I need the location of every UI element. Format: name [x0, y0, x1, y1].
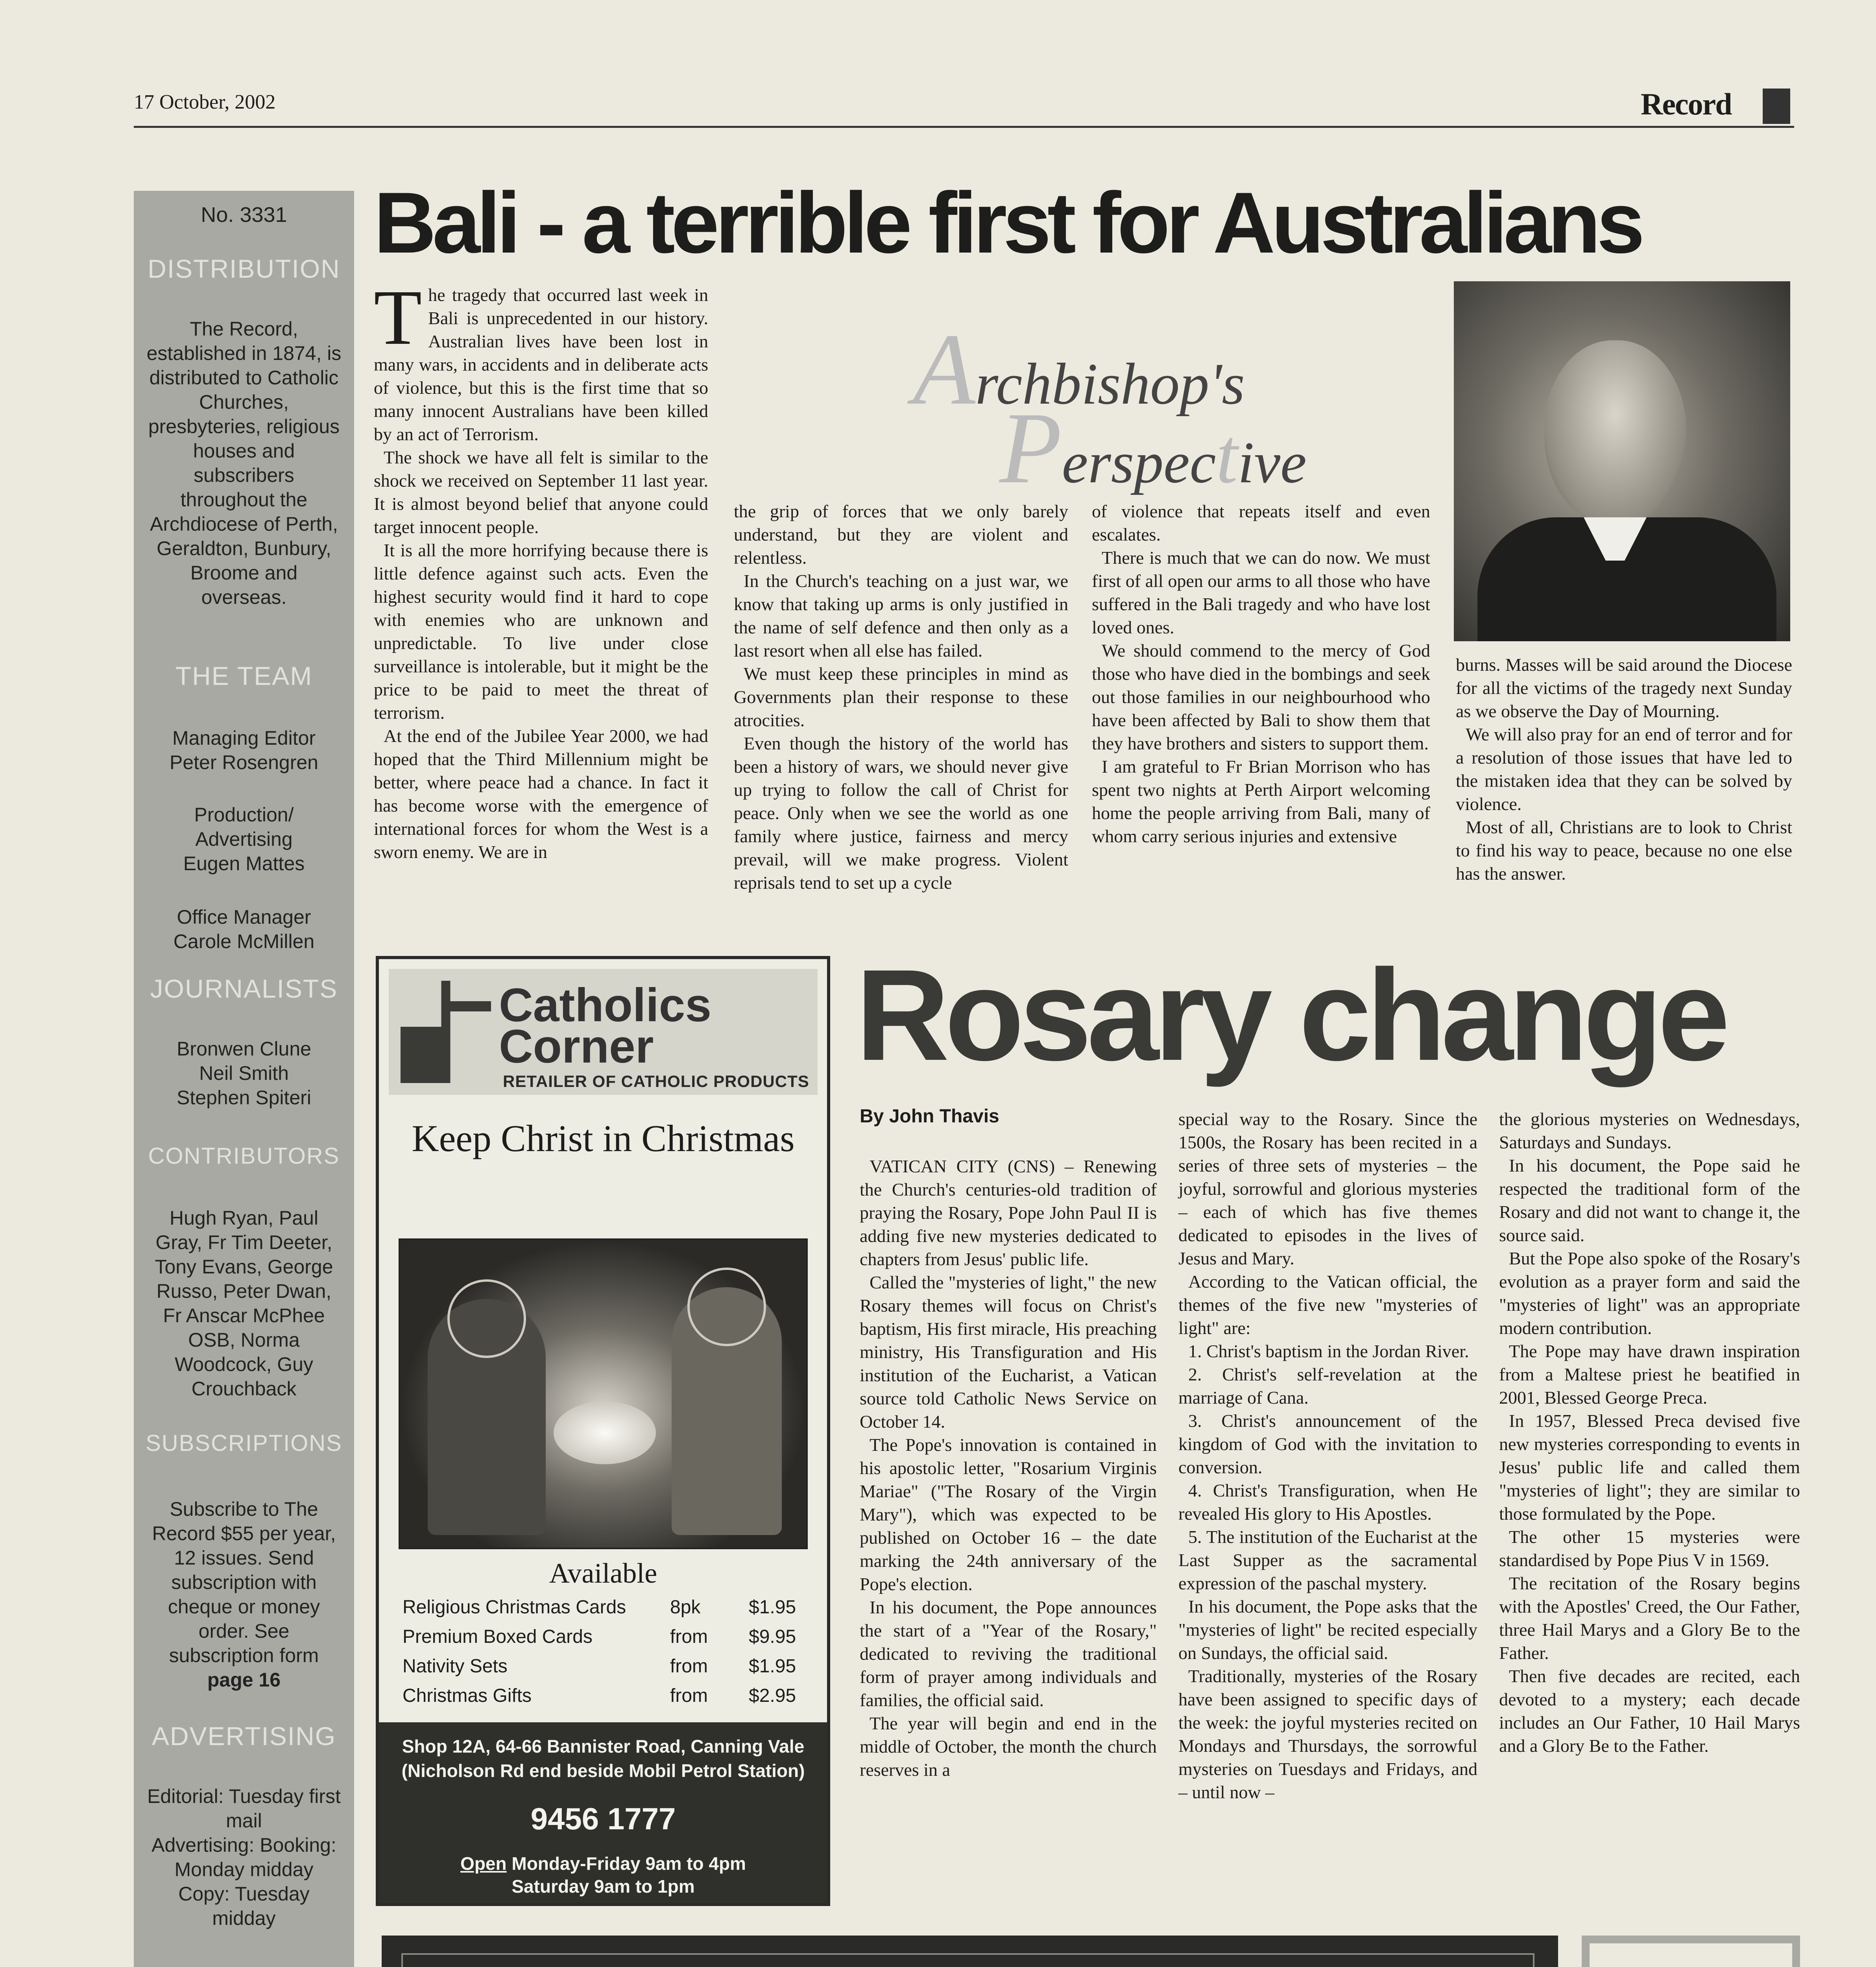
catholics-corner-ad	[376, 956, 830, 1906]
store-address: Shop 12A, 64-66 Bannister Road, Canning Vale (Nicholson Rd end beside Mobil Petrol Station)	[401, 1736, 805, 1781]
nativity-image	[399, 1238, 808, 1549]
slogan: Keep Christ in Christmas	[412, 1117, 795, 1159]
header-rule	[134, 126, 1794, 128]
team-office-manager: Office Manager Carole McMillen	[173, 906, 315, 952]
drop-cap: T	[374, 274, 422, 361]
advertising-heading: ADVERTISING	[151, 1722, 336, 1751]
distribution-text: The Record, established in 1874, is distributed to Catholic Churches, presbyteries, religious houses and subscribers throughout the Archdiocese of Perth, Geraldton, Bunbury, Broome and overseas.	[146, 318, 342, 608]
rosary-headline: Rosary change	[856, 942, 1725, 1087]
store-phone: 9456 1777	[530, 1801, 676, 1836]
price-row: Nativity Sets from $1.95	[403, 1656, 796, 1677]
contributors-list: Hugh Ryan, Paul Gray, Fr Tim Deeter, Tony Evans, George Russo, Peter Dwan, Fr Anscar McPhee OSB, Norma Woodcock, Guy Crouchback	[155, 1207, 333, 1400]
subscriptions-page-ref: page 16	[207, 1669, 281, 1691]
available-label: Available	[549, 1557, 657, 1589]
bali-column-4: burns. Masses will be said around the Diocese for all the victims of the tragedy next Sunday as we observe the Day of Mourning. We will also pray for an end of terror and for a resolution of those issues that have led to the mistaken idea that they can be solved by violence. Most of all, Christians are to look to Christ to find his way to peace, because no one else has the answer.	[1456, 655, 1792, 884]
sidebar	[134, 191, 354, 1967]
journalists-heading: JOURNALISTS	[150, 974, 338, 1003]
store-info	[379, 1722, 827, 1903]
subscriptions-text: Subscribe to The Record $55 per year, 12 issues. Send subscription with cheque or money order. See subscription form page 16	[152, 1498, 336, 1691]
subscriptions-heading: SUBSCRIPTIONS	[146, 1430, 342, 1456]
archbishop-photo	[1454, 281, 1790, 641]
masthead-block	[1763, 89, 1790, 124]
team-managing-editor: Managing Editor Peter Rosengren	[169, 727, 318, 773]
contributors-heading: CONTRIBUTORS	[148, 1143, 340, 1169]
rosary-column-1: VATICAN CITY (CNS) – Renewing the Church's centuries-old tradition of praying the Rosary, Pope John Paul II is adding five new mysteries dedicated to chapters from Jesus' public life. Called the "mysteries of light," the new Rosary themes will focus on Christ's baptism, His first miracle, His preaching ministry, His Transfiguration and His institution of the Eucharist, a Vatican source told Catholic News Service on October 14. The Pope's innovation is contained in his apostolic letter, "Rosarium Virginis Mariae" ("The Rosary of the Virgin Mary"), which was expected to be published on October 16 – the date marking the 24th anniversary of the Pope's election. In his document, the Pope announces the start of a "Year of the Rosary," dedicated to reviving the traditional form of prayer among individuals and families, the official said. The year will begin and end in the middle of October, the month the church reserves in a	[860, 1156, 1157, 1780]
cross-icon	[401, 981, 491, 1083]
journalists-list: Bronwen Clune Neil Smith Stephen Spiteri	[177, 1038, 311, 1109]
bali-column-1: The tragedy that occurred last week in Bali is unprecedented in our history. Australian lives have been lost in many wars, in accidents and in deliberate acts of violence, but this is the first time that so many innocent Australians have been killed by an act of Terrorism. The shock we have all felt is similar to the shock we received on September 11 last year. It is almost beyond belief that anyone could target innocent people. It is all the more horrifying because there is little defence against such acts. Even the highest security would find it hard to cope with enemies who are unknown and unpredictable. To live under close surveillance is intolerable, but it might be the price to be paid to meet the threat of terrorism. At the end of the Jubilee Year 2000, we had hoped that the Third Millennium might be better, where peace had a chance. In fact it has become worse with the emergence of international forces for whom the West is a sworn enemy. We are in	[374, 274, 708, 862]
team-production: Production/ Advertising Eugen Mattes	[183, 804, 305, 875]
issue-number: No. 3331	[201, 203, 287, 227]
bali-column-3: of violence that repeats itself and even escalates. There is much that we can do now. We must first of all open our arms to all those who have suffered in the Bali tragedy and who have lost loved ones. We should commend to the mercy of God those who have died in the bombings and seek out those families in our neighbourhood who have been affected by Bali to show them that they have brothers and sisters to support them. I am grateful to Fr Brian Morrison who has spent two nights at Perth Airport welcoming home the people arriving from Bali, many of whom carry serious injuries and extensive	[1092, 501, 1430, 846]
rosary-column-3: the glorious mysteries on Wednesdays, Saturdays and Sundays. In his document, the Pope said he respected the traditional form of the Rosary and did not want to change it, the source said. But the Pope also spoke of the Rosary's evolution as a prayer form and said the "mysteries of light" was an appropriate modern contribution. The Pope may have drawn inspiration from a Maltese priest he beatified in 2001, Blessed George Preca. In 1957, Blessed Preca devised five new mysteries corresponding to events in Jesus' public life and called them "mysteries of light"; they are similar to those formulated by the Pope. The other 15 mysteries were standardised by Pope Pius V in 1569. The recitation of the Rosary begins with the Apostles' Creed, the Our Father, three Hail Marys and a Glory Be to the Father. Then five decades are recited, each devoted to a mystery; each decade includes an Our Father, 10 Hail Marys and a Glory Be to the Father.	[1499, 1109, 1800, 1756]
price-row: Religious Christmas Cards 8pk $1.95	[403, 1597, 796, 1618]
bali-headline: Bali - a terrible first for Australians	[374, 174, 1641, 271]
rosary-column-2: special way to the Rosary. Since the 1500s, the Rosary has been recited in a series of three sets of mysteries – the joyful, sorrowful and glorious mysteries – each of which has five themes dedicated to episodes in the lives of Jesus and Mary. According to the Vatican official, the themes of the five new "mysteries of light" are: 1. Christ's baptism in the Jordan River. 2. Christ's self-revelation at the marriage of Cana. 3. Christ's announcement of the kingdom of God with the invitation to conversion. 4. Christ's Transfiguration, when He revealed His glory to His Apostles. 5. The institution of the Eucharist at the Last Supper as the sacramental expression of the paschal mystery. In his document, the Pope asks that the "mysteries of light" be recited especially on Sundays, the official said. Traditionally, mysteries of the Rosary have been assigned to specific days of the week: the joyful mysteries recited on Mondays and Thursdays, the sorrowful mysteries on Tuesdays and Fridays, and – until now –	[1178, 1109, 1477, 1802]
catholics-corner-logo: Catholics Corner RETAILER OF CATHOLIC PRODUCTS	[389, 969, 818, 1095]
store-hours: Open Monday-Friday 9am to 4pm Saturday 9am to 1pm	[460, 1853, 746, 1897]
distribution-heading: DISTRIBUTION	[148, 254, 340, 283]
price-row: Christmas Gifts from $2.95	[403, 1685, 796, 1706]
funeral-directors-ad	[382, 1936, 1558, 1967]
advertising-text: Editorial: Tuesday first mail Advertising: Booking: Monday midday Copy: Tuesday midday	[147, 1785, 341, 1929]
issue-date: 17 October, 2002	[134, 91, 276, 113]
product-price-list	[403, 1596, 812, 1714]
bali-column-2: the grip of forces that we only barely understand, but they are violent and relentless. In the Church's teaching on a just war, we know that taking up arms is only justified in the name of self defence and then only as a last resort when all else has failed. We must keep these principles in mind as Governments plan their response to these atrocities. Even though the history of the world has been a history of wars, we should never give up trying to follow the call of Christ for peace. Only when we see the world as one family where justice, fairness and mercy prevail, will we make progress. Violent reprisals tend to set up a cycle	[734, 501, 1068, 893]
masthead: Record	[1641, 87, 1732, 121]
team-heading: THE TEAM	[175, 661, 313, 690]
price-row: Premium Boxed Cards from $9.95	[403, 1626, 796, 1647]
advertise-box	[1582, 1936, 1800, 1967]
byline: By John Thavis	[860, 1106, 999, 1127]
archbishops-perspective-logo: Archbishop's Perspective	[913, 313, 1307, 505]
